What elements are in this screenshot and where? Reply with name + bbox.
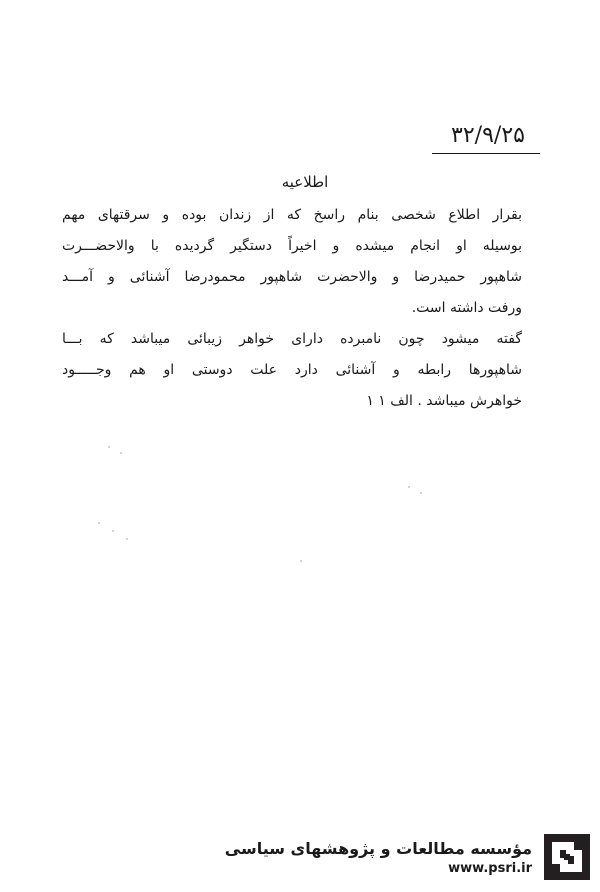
- scan-speck: [98, 522, 100, 524]
- body-line: ورفت داشته است.: [411, 300, 522, 316]
- date-underline: [432, 153, 540, 154]
- document-heading: اطلاعیه: [281, 173, 329, 191]
- institute-footer: [224, 832, 590, 884]
- scan-speck: [108, 446, 110, 448]
- scan-speck: [408, 486, 410, 488]
- body-line: شاهپورها رابطه و آشنائی دارد علت دوستی او هم وجـــــود: [62, 362, 522, 378]
- body-line: شاهپور حمیدرضا و والاحضرت شاهپور محمودرضا آشنائی و آمـــد: [62, 269, 522, 285]
- document-date: ۳۲/۹/۲۵: [451, 123, 525, 148]
- body-line: بوسیله او انجام میشده و اخیراً دستگیر گردیده با والاحضـــرت: [62, 238, 522, 254]
- scan-speck: [112, 530, 114, 532]
- institute-url[interactable]: www.psri.ir: [448, 861, 532, 876]
- body-line: خواهرش میباشد . الف ۱ ۱: [366, 393, 522, 409]
- institute-name: مؤسسه مطالعات و پژوهشهای سیاسی: [224, 839, 532, 858]
- psri-logo-icon: [544, 834, 590, 880]
- scan-speck: [300, 560, 302, 562]
- document-body: [62, 200, 522, 417]
- psri-logo-icon: [544, 834, 590, 880]
- scan-speck: [126, 538, 128, 540]
- scan-speck: [420, 492, 422, 494]
- body-line: گفته میشود چون نامبرده دارای خواهر زیبائی میباشد که بـــا: [62, 331, 522, 347]
- body-line: بقرار اطلاع شخصی بنام راسخ که از زندان بوده و سرقتهای مهم: [62, 207, 522, 223]
- scan-speck: [120, 452, 122, 454]
